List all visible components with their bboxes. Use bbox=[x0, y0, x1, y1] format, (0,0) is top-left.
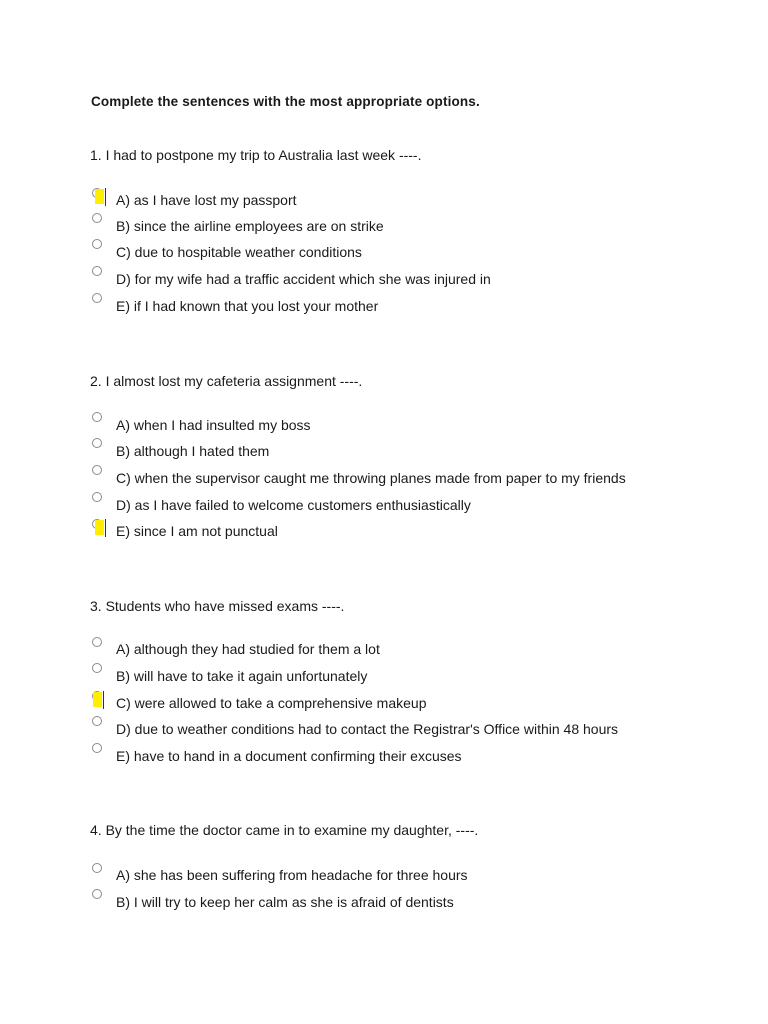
question-stem: 1. I had to postpone my trip to Australia last week ----. bbox=[90, 147, 422, 163]
option-1a[interactable] bbox=[0, 192, 768, 216]
radio-button[interactable] bbox=[92, 266, 102, 276]
option-4a[interactable] bbox=[0, 867, 768, 891]
radio-button[interactable] bbox=[92, 465, 102, 475]
option-label: A) when I had insulted my boss bbox=[116, 417, 311, 433]
highlight-marker bbox=[95, 189, 104, 204]
option-label: A) she has been suffering from headache for three hours bbox=[116, 867, 468, 883]
option-label: C) were allowed to take a comprehensive makeup bbox=[116, 695, 427, 711]
radio-button[interactable] bbox=[92, 293, 102, 303]
option-label: D) for my wife had a traffic accident which she was injured in bbox=[116, 271, 491, 287]
option-label: A) although they had studied for them a lot bbox=[116, 641, 380, 657]
option-2d[interactable] bbox=[0, 497, 768, 521]
option-label: A) as I have lost my passport bbox=[116, 192, 297, 208]
option-3a[interactable] bbox=[0, 641, 768, 665]
option-2b[interactable] bbox=[0, 443, 768, 467]
radio-button[interactable] bbox=[92, 889, 102, 899]
question-stem: 4. By the time the doctor came in to examine my daughter, ----. bbox=[90, 822, 479, 838]
option-label: E) if I had known that you lost your mother bbox=[116, 298, 379, 314]
radio-button[interactable] bbox=[92, 213, 102, 223]
option-label: B) I will try to keep her calm as she is afraid of dentists bbox=[116, 894, 454, 910]
radio-button[interactable] bbox=[92, 637, 102, 647]
text-cursor-mark bbox=[103, 691, 104, 709]
question-stem: 3. Students who have missed exams ----. bbox=[90, 598, 345, 614]
question-stem: 2. I almost lost my cafeteria assignment ----. bbox=[90, 373, 363, 389]
option-1e[interactable] bbox=[0, 298, 768, 322]
text-cursor-mark bbox=[105, 188, 106, 206]
option-label: E) since I am not punctual bbox=[116, 523, 278, 539]
radio-button[interactable] bbox=[92, 492, 102, 502]
option-4b[interactable] bbox=[0, 894, 768, 918]
option-2a[interactable] bbox=[0, 417, 768, 441]
radio-button[interactable] bbox=[92, 716, 102, 726]
radio-button[interactable] bbox=[92, 438, 102, 448]
option-2c[interactable] bbox=[0, 470, 768, 494]
radio-button[interactable] bbox=[92, 239, 102, 249]
option-label: B) although I hated them bbox=[116, 443, 270, 459]
radio-button[interactable] bbox=[92, 663, 102, 673]
highlight-marker bbox=[95, 520, 104, 535]
option-1d[interactable] bbox=[0, 271, 768, 295]
option-label: E) have to hand in a document confirming their excuses bbox=[116, 748, 462, 764]
option-label: B) since the airline employees are on strike bbox=[116, 218, 384, 234]
option-label: B) will have to take it again unfortunately bbox=[116, 668, 368, 684]
option-1b[interactable] bbox=[0, 218, 768, 242]
option-3d[interactable] bbox=[0, 721, 768, 745]
option-3e[interactable] bbox=[0, 748, 768, 772]
radio-button[interactable] bbox=[92, 743, 102, 753]
option-label: C) due to hospitable weather conditions bbox=[116, 244, 362, 260]
radio-button[interactable] bbox=[92, 863, 102, 873]
option-3c[interactable] bbox=[0, 695, 768, 719]
highlight-marker bbox=[93, 692, 102, 707]
option-2e[interactable] bbox=[0, 523, 768, 547]
instruction-heading: Complete the sentences with the most appropriate options. bbox=[91, 94, 480, 109]
option-1c[interactable] bbox=[0, 244, 768, 268]
option-label: C) when the supervisor caught me throwing planes made from paper to my friends bbox=[116, 470, 626, 486]
option-label: D) due to weather conditions had to contact the Registrar's Office within 48 hours bbox=[116, 721, 619, 737]
text-cursor-mark bbox=[105, 519, 106, 537]
option-3b[interactable] bbox=[0, 668, 768, 692]
option-label: D) as I have failed to welcome customers enthusiastically bbox=[116, 497, 471, 513]
radio-button[interactable] bbox=[92, 412, 102, 422]
